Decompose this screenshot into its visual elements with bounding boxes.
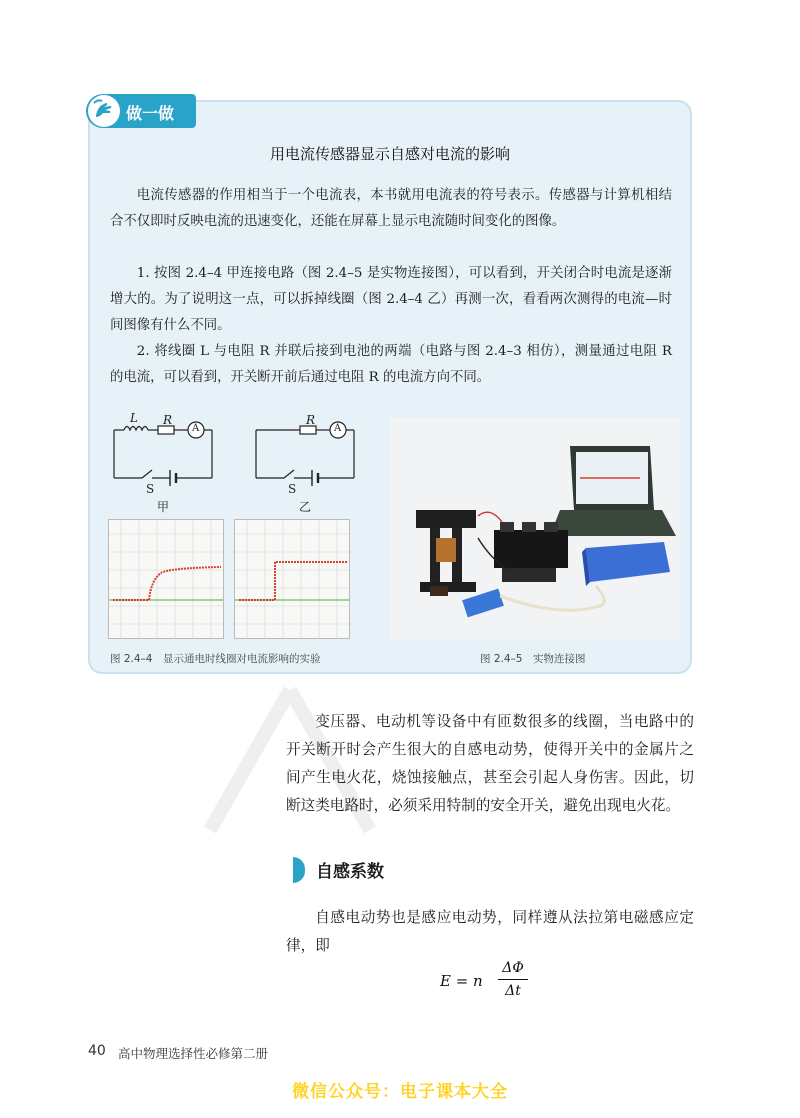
activity-step-2: 2. 将线圈 L 与电阻 R 并联后接到电池的两端（电路与图 2.4–3 相仿），测量通过电阻 R 的电流，可以看到，开关断开前后通过电阻 R 的电流方向不同。 [110,344,672,385]
graph-b-plot [235,520,349,638]
label-inductor-L: L [130,411,138,425]
caption-fig-2-4-4: 图 2.4–4 显示通电时线圈对电流影响的实验 [110,653,321,665]
fraction-bar [498,979,528,980]
formula-fraction [498,958,528,1001]
activity-title: 用电流传感器显示自感对电流的影响 [269,145,510,163]
label-circuit-yi: 乙 [299,500,312,514]
current-time-graph-a [108,519,224,639]
label-ammeter-A-a: A [192,423,200,434]
section-marker [293,857,305,883]
current-time-graph-b [234,519,350,639]
wechat-watermark: 微信公众号：电子课本大全 [292,1082,508,1102]
body-paragraph-1: 变压器、电动机等设备中有匝数很多的线圈，当电路中的开关断开时会产生很大的自感电动势，使得开关中的金属片之间产生电火花，烧蚀接触点，甚至会引起人身伤害。因此，切断这类电路时，必须采用特制的安全开关，避免出现电火花。 [286,713,694,814]
apparatus-photo [390,418,680,640]
badge-label: 做一做 [126,104,175,123]
formula-denominator: Δt [505,983,521,999]
formula-lhs: E = n [440,972,483,990]
page-number: 40 [88,1043,106,1059]
label-switch-S-a: S [146,482,155,496]
label-resistor-R-b: R [306,413,316,427]
label-switch-S-b: S [288,482,297,496]
body-paragraph-2: 自感电动势也是感应电动势，同样遵从法拉第电磁感应定律，即 [286,909,694,954]
faraday-formula [440,958,560,1002]
section-title: 自感系数 [316,862,384,882]
formula-numerator: ΔΦ [502,960,524,976]
activity-badge [86,94,196,128]
activity-intro: 电流传感器的作用相当于一个电流表，本书就用电流表的符号表示。传感器与计算机相结合不仅即时反映电流的迅速变化，还能在屏幕上显示电流随时间变化的图像。 [110,188,672,229]
hand-icon [88,95,120,127]
graph-a-plot [109,520,223,638]
book-title: 高中物理选择性必修第二册 [118,1046,269,1061]
label-circuit-jia: 甲 [157,500,170,514]
activity-step-1: 1. 按图 2.4–4 甲连接电路（图 2.4–5 是实物连接图），可以看到，开关闭合时电流是逐渐增大的。为了说明这一点，可以拆掉线圈（图 2.4–4 乙）再测一次，看看两次测得的电流—时间图像有什么不同。 [110,266,672,333]
circuit-diagram-b [250,410,360,490]
label-ammeter-A-b: A [334,423,342,434]
caption-fig-2-4-5: 图 2.4–5 实物连接图 [480,653,586,665]
label-resistor-R-a: R [163,413,173,427]
